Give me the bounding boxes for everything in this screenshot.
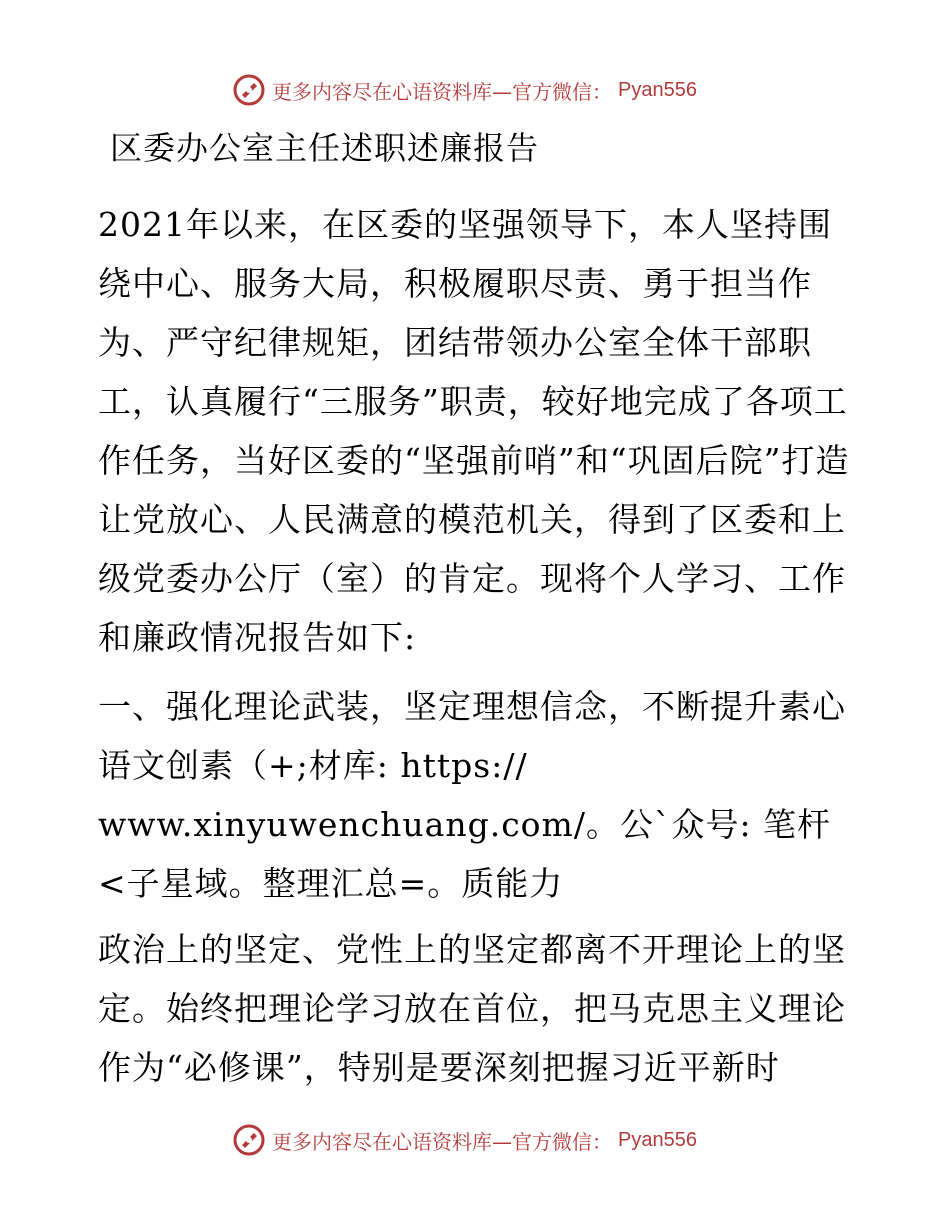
watermark-id: Pyan556 — [618, 1128, 697, 1151]
watermark-id: Pyan556 — [618, 78, 697, 101]
footer-watermark — [232, 1120, 697, 1160]
document-title: 区委办公室主任述职述廉报告 — [110, 129, 540, 167]
watermark-text: 更多内容尽在心语资料库—官方微信： — [272, 1129, 612, 1154]
header-watermark — [232, 70, 697, 110]
paragraph-section-one-heading: 一、强化理论武装，坚定理想信念，不断提升素心语文创素（+;材库: https:// www.xinyuwenchuang.com/。公`众号: 笔杆<子星域。整理汇总=。质能力 — [98, 687, 846, 903]
seal-logo-icon — [232, 1123, 266, 1157]
paragraph-section-one-body: 政治上的坚定、党性上的坚定都离不开理论上的坚定。始终把理论学习放在首位，把马克思主义理论作为“必修课”，特别是要深刻把握习近平新时 — [98, 930, 846, 1087]
watermark-text: 更多内容尽在心语资料库—官方微信： — [272, 79, 612, 104]
paragraph-intro: 2021年以来，在区委的坚强领导下，本人坚持围绕中心、服务大局，积极履职尽责、勇于担当作为、严守纪律规矩，团结带领办公室全体干部职工，认真履行“三服务”职责，较好地完成了各项工作任务，当好区委的“坚强前哨”和“巩固后院”打造让党放心、人民满意的模范机关，得到了区委和上级党委办公厅（室）的肯定。现将个人学习、工作和廉政情况报告如下: — [98, 205, 850, 657]
seal-logo-icon — [232, 73, 266, 107]
